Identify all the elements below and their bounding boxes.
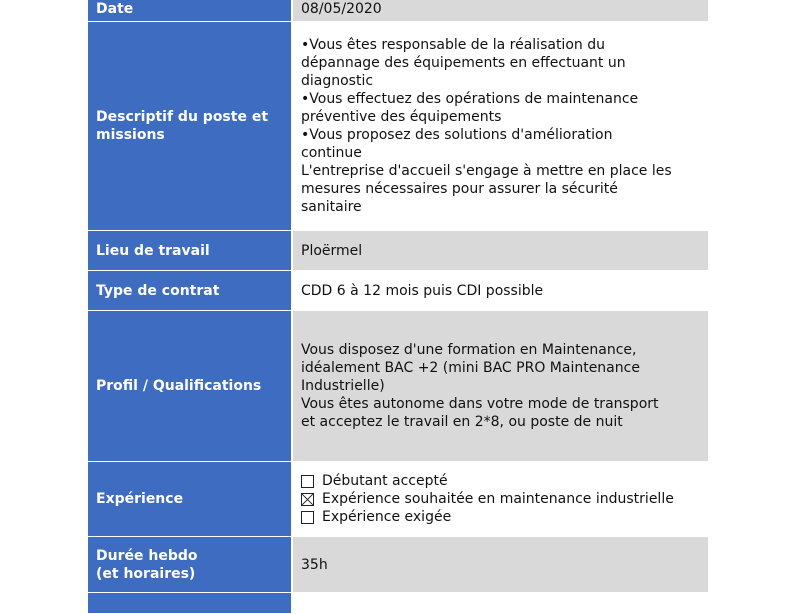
value-experience [293,462,708,536]
row-profil [88,311,708,462]
experience-option-label: Expérience souhaitée en maintenance industrielle [322,491,674,507]
label-profil-text: Profil / Qualifications [96,378,262,394]
label-experience [88,462,293,536]
value-descriptif [293,22,708,230]
descriptif-line: •Vous effectuez des opérations de maintenance [301,91,639,107]
profil-line: Industrielle) [301,378,385,394]
job-offer-table [88,0,708,614]
value-next [293,593,708,613]
label-contrat [88,271,293,310]
descriptif-line: préventive des équipements [301,109,502,125]
label-descriptif-line-2: missions [96,127,165,143]
descriptif-line: L'entreprise d'accueil s'engage à mettre en place les [301,163,672,179]
label-contrat-text: Type de contrat [96,282,220,299]
descriptif-line: diagnostic [301,73,374,89]
duree-value: 35h [301,556,328,573]
label-date [88,0,293,21]
checkbox-unchecked-icon[interactable] [301,475,314,488]
label-lieu [88,231,293,270]
label-lieu-text: Lieu de travail [96,242,210,259]
profil-line: Vous disposez d'une formation en Maintenance, [301,342,637,358]
label-duree-line-2: (et horaires) [96,565,196,582]
lieu-value: Ploërmel [301,242,363,259]
row-duree [88,537,708,593]
row-experience [88,462,708,537]
label-date-text: Date [96,0,134,17]
checkbox-checked-icon[interactable] [301,493,314,506]
row-contrat [88,271,708,311]
descriptif-line: continue [301,145,362,161]
label-next [88,593,293,613]
row-date [88,0,708,22]
value-date [293,0,708,21]
profil-line: et acceptez le travail en 2*8, ou poste de nuit [301,414,623,430]
contrat-value: CDD 6 à 12 mois puis CDI possible [301,282,544,299]
value-duree [293,537,708,592]
profil-line: Vous êtes autonome dans votre mode de transport [301,396,659,412]
experience-option-label: Débutant accepté [322,473,448,489]
date-value: 08/05/2020 [301,0,382,17]
row-next [88,593,708,614]
label-descriptif [88,22,293,230]
value-contrat [293,271,708,310]
value-profil [293,311,708,461]
profil-line: idéalement BAC +2 (mini BAC PRO Maintenance [301,360,640,376]
descriptif-line: sanitaire [301,199,362,215]
value-lieu [293,231,708,270]
row-descriptif [88,22,708,231]
descriptif-line: •Vous proposez des solutions d'amélioration [301,127,613,143]
checkbox-unchecked-icon[interactable] [301,511,314,524]
label-duree-line-1: Durée hebdo [96,547,198,564]
row-lieu [88,231,708,271]
label-profil [88,311,293,461]
label-experience-text: Expérience [96,491,184,507]
experience-option[interactable] [301,490,708,508]
descriptif-line: mesures nécessaires pour assurer la sécurité [301,181,618,197]
experience-option[interactable] [301,472,708,490]
descriptif-line: dépannage des équipements en effectuant un [301,55,626,71]
label-duree [88,537,293,592]
experience-option[interactable] [301,508,708,526]
descriptif-line: •Vous êtes responsable de la réalisation du [301,37,605,53]
experience-option-label: Expérience exigée [322,509,452,525]
label-descriptif-line-1: Descriptif du poste et [96,109,269,125]
